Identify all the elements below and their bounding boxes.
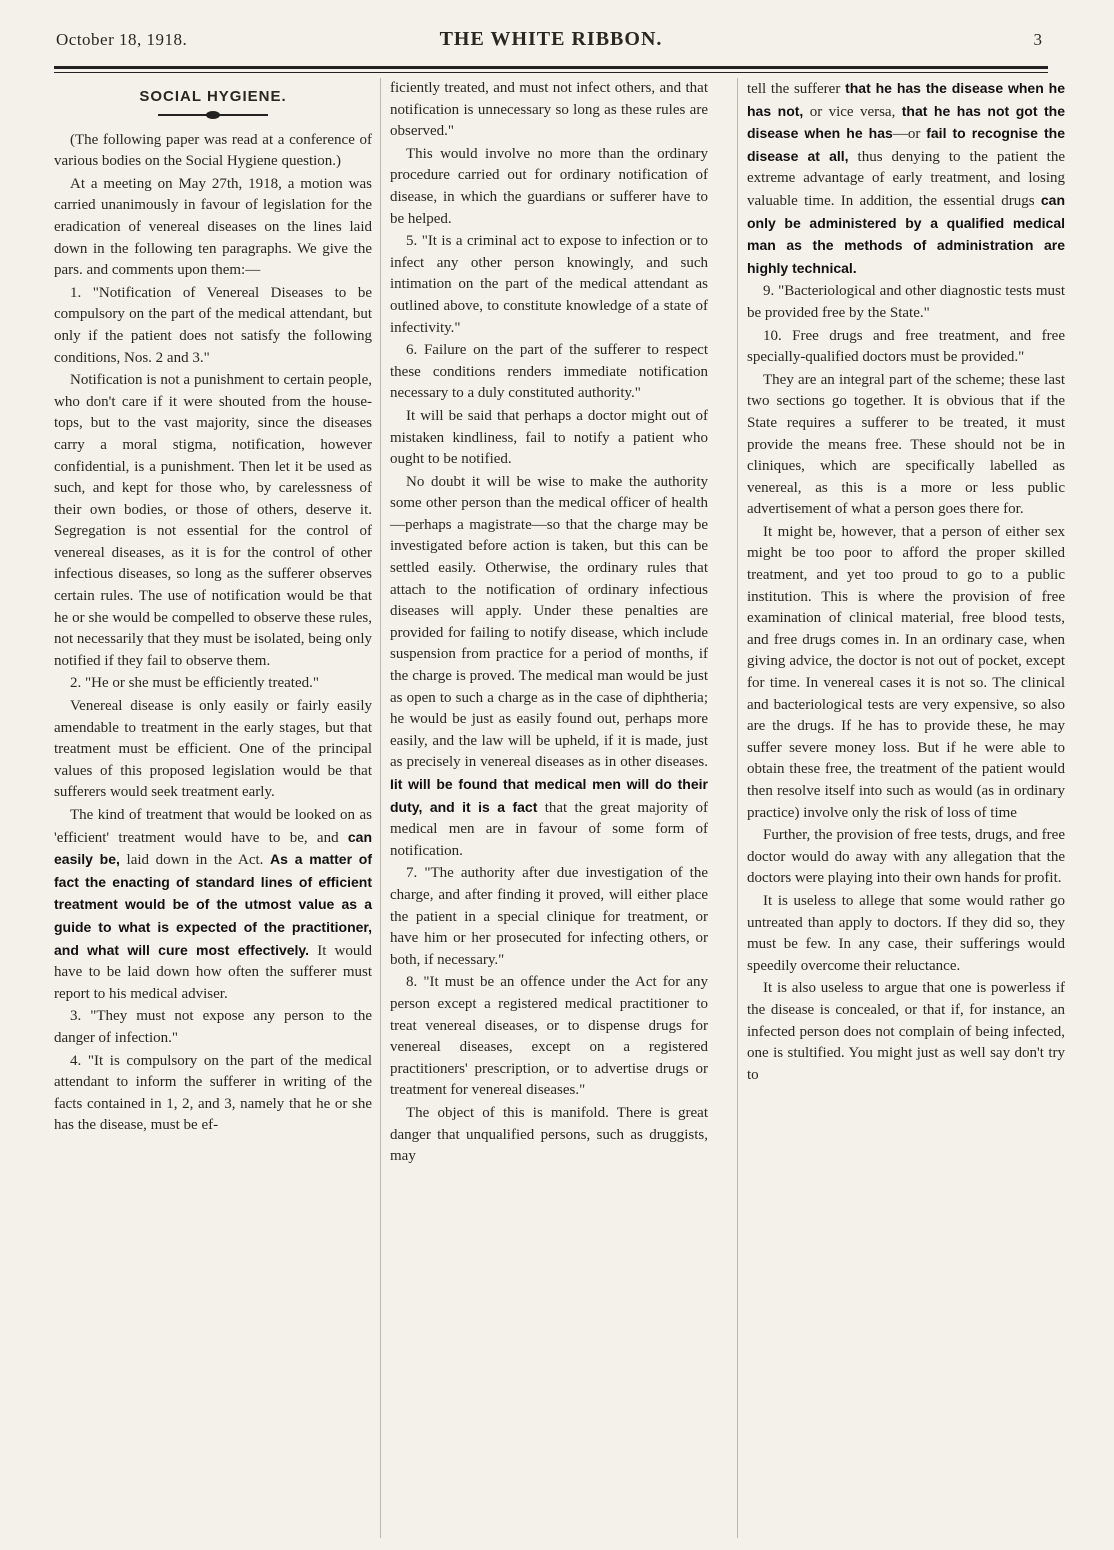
paragraph xyxy=(747,978,1065,1086)
paragraph-text: It is useless to allege that some would rather go untreated than apply to doctors. If they did so, they must be few. In any case, their sufferings would speedily overcome their reluctance. xyxy=(747,892,1065,974)
paragraph-text: At a meeting on May 27th, 1918, a motion was carried unanimously in favour of legislation for the eradication of venereal diseases on the lines laid down in the following ten paragraphs. We give the pars. and comments upon them:— xyxy=(54,175,372,279)
paragraph-text: The kind of treatment that would be looked on as 'efficient' treatment would have to be, and xyxy=(54,807,372,846)
paragraph-text: 3. "They must not expose any person to the danger of infection." xyxy=(54,1008,372,1046)
paragraph xyxy=(54,696,372,804)
bold-text: As a matter of fact the enacting of standard lines of efficient treatment would be of the utmost value as a guide to what is expected of the practitioner, and what will cure most effectively. xyxy=(54,851,373,958)
paragraph-text: (The following paper was read at a conference of various bodies on the Social Hygiene question.) xyxy=(54,131,372,170)
paragraph-text: It would have to be laid down how often the sufferer must report to his medical adviser. xyxy=(54,942,372,1002)
column-divider xyxy=(380,78,381,1538)
paragraph-text: 7. "The authority after due investigation of the charge, and after finding it proved, will either place the patient in a special clinique for treatment, or have him or her prosecuted for infecting others, or both, if necessary." xyxy=(390,865,708,968)
issue-date: October 18, 1918. xyxy=(56,30,188,49)
paragraph xyxy=(54,283,372,369)
bold-text: can only be administered by a qualified medical man as the methods of administration are highly technical. xyxy=(747,191,1065,276)
paragraph-text: 4. "It is compulsory on the part of the medical attendant to inform the sufferer in writing of the facts contained in 1, 2, and 3, namely that he or she has the disease, must be ef- xyxy=(54,1052,372,1134)
paragraph xyxy=(390,78,708,143)
paragraph-text: 5. "It is a criminal act to expose to infection or to infect any other person knowingly, and such intimation on the part of the medical attendant as outlined above, to constitute knowledge of a state of infectivity." xyxy=(390,233,708,336)
paragraph-text: —or xyxy=(892,126,927,143)
article-column-2 xyxy=(390,78,708,1169)
paragraph-text: This would involve no more than the ordinary procedure carried out for ordinary notification of disease, in which the guardians or sufferer have to be helped. xyxy=(390,145,708,227)
bold-text: that he has the disease when he has not, xyxy=(747,80,1065,119)
paragraph xyxy=(747,78,1065,280)
paragraph xyxy=(54,370,372,672)
paragraph-text: It might be, however, that a person of either sex might be too poor to afford the proper skilled treatment, and yet too proud to go to a public institution. This is where the provision of free examination of clinical material, free blood tests, and free drugs comes in. In an ordinary case, when giving advice, the doctor is not out of pocket, except for time. In venereal cases it is not so. The clinical and bacteriological tests are very expensive, so also are the drugs. If he has to provide these, he may suffer severe money loss. But if he were able to obtain these free, the treatment of the patient would then resolve itself into such as would (as in ordinary practice) involve only the risk of loss of time xyxy=(747,523,1065,821)
paragraph-text: tell the sufferer xyxy=(747,81,846,97)
newspaper-title: THE WHITE RIBBON. xyxy=(439,28,663,50)
paragraph-text: Notification is not a punishment to certain people, who don't care if it were shouted from the house-tops, but to the vast majority, since the diseases carry a moral stigma, notification, however confidential, is a punishment. Then let it be used as such, and kept for those who, by carelessness of their own bodies, or those of others, deserve it. Segregation is not essential for the control of venereal diseases, as it is for the control of other infectious diseases, so long as the sufferer observes certain rules. The use of notification would be that he or she would be compelled to observe these rules, not necessarily that they must be isolated, being only notified if they fail to observe them. xyxy=(54,372,372,669)
paragraph-text: 9. "Bacteriological and other diagnostic tests must be provided free by the State." xyxy=(747,283,1065,321)
paragraph-text: 10. Free drugs and free treatment, and free specially-qualified doctors must be provided." xyxy=(747,327,1065,366)
paragraph-text: ficiently treated, and must not infect others, and that notification is unnecessary so long as these rules are observed." xyxy=(390,80,708,140)
paragraph-text: Venereal disease is only easily or fairly easily amendable to treatment in the early stages, but that treatment must be efficient. One of the principal values of this proposed legislation would be that sufferers would seek treatment early. xyxy=(54,698,372,801)
paragraph xyxy=(747,891,1065,977)
paragraph-text: 6. Failure on the part of the sufferer to respect these conditions renders immediate notification necessary to a duly constituted authority." xyxy=(390,342,708,402)
paragraph xyxy=(54,1006,372,1049)
paragraph-text: 1. "Notification of Venereal Diseases to be compulsory on the part of the medical attendant, but only if the patient does not satisfy the following conditions, Nos. 2 and 3." xyxy=(54,284,372,366)
paragraph xyxy=(54,174,372,282)
paragraph xyxy=(390,144,708,230)
paragraph-text: that the great majority of medical men are in favour of some form of notification. xyxy=(390,799,708,859)
article-column-3 xyxy=(747,78,1065,1087)
article-heading: SOCIAL HYGIENE. xyxy=(139,88,287,105)
paragraph-text: It will be said that perhaps a doctor might out of mistaken kindliness, fail to notify a patient who ought to be notified. xyxy=(390,407,708,468)
paragraph xyxy=(390,863,708,971)
paragraph xyxy=(390,340,708,405)
masthead-rule xyxy=(54,66,1048,69)
paragraph xyxy=(747,825,1065,890)
bold-text: can easily be, xyxy=(54,828,372,868)
paragraph-text: It is also useless to argue that one is powerless if the disease is concealed, or that if, for instance, an infected person does not complain of being infected, one is stultified. You might just as well say don't try to xyxy=(747,980,1065,1083)
paragraph-text: No doubt it will be wise to make the authority some other person than the medical officer of health—perhaps a magistrate—so that the charge may be investigated before action is taken, but this can be settled easily. Otherwise, the ordinary rules that attach to the notification of ordinary infectious diseases will apply. Under these penalties are provided for failing to notify disease, which include suspension from practice for a period of months, if the charge is proved. The medical man would be just as open to such a charge as in the case of diphtheria; he would be just as easily found out, perhaps more easily, and the law will be upheld, if it is made, just as precisely in venereal diseases as in other diseases. xyxy=(390,473,708,771)
paragraph-text: The object of this is manifold. There is great danger that unqualified persons, such as druggists, may xyxy=(390,1104,708,1165)
paragraph xyxy=(54,805,372,1005)
paragraph-text: thus denying to the patient the extreme advantage of early treatment, and losing valuable time. In addition, the essential drugs xyxy=(747,148,1065,209)
paragraph xyxy=(54,130,372,173)
paragraph-text: Further, the provision of free tests, drugs, and free doctor would do away with any allegation that the doctors were playing into their own hands for profit. xyxy=(747,827,1065,887)
paragraph-text: They are an integral part of the scheme; these last two sections go together. It is obvious that if the State requires a sufferer to be treated, it must provide the means free. These should not be in cliniques, which are specifically labelled as venereal, as this is a more or less public advertisement of what a person goes there for. xyxy=(747,371,1065,518)
page-number: 3 xyxy=(1033,30,1042,49)
paragraph xyxy=(390,472,708,863)
paragraph xyxy=(390,972,708,1102)
paragraph-text: 8. "It must be an offence under the Act for any person except a registered medical practitioner to treat venereal diseases, or to dispense drugs for venereal diseases, except on a registered practitioners' prescription, or to advertise drugs or treatment for venereal diseases." xyxy=(390,974,708,1099)
paragraph-text: laid down in the Act. xyxy=(119,852,271,869)
bold-text: that he has not got the disease when he has xyxy=(747,102,1066,142)
paragraph xyxy=(390,231,708,339)
article-column-1 xyxy=(54,78,372,1138)
paragraph xyxy=(390,1103,708,1168)
bold-text: Iit will be found that medical men will do their duty, and it is a fact xyxy=(390,776,708,815)
paragraph xyxy=(747,326,1065,369)
masthead xyxy=(56,28,1046,58)
paragraph-text: 2. "He or she must be efficiently treated." xyxy=(70,675,319,692)
masthead-rule-thin xyxy=(54,72,1048,73)
column-divider xyxy=(737,78,738,1538)
paragraph xyxy=(54,1051,372,1137)
paragraph xyxy=(747,281,1065,324)
paragraph xyxy=(54,673,372,695)
paragraph xyxy=(747,370,1065,521)
paragraph xyxy=(390,406,708,471)
paragraph xyxy=(747,522,1065,824)
heading-ornament xyxy=(158,114,268,116)
bold-text: fail to recognise the disease at all, xyxy=(747,125,1065,164)
paragraph-text: or vice versa, xyxy=(803,103,902,120)
